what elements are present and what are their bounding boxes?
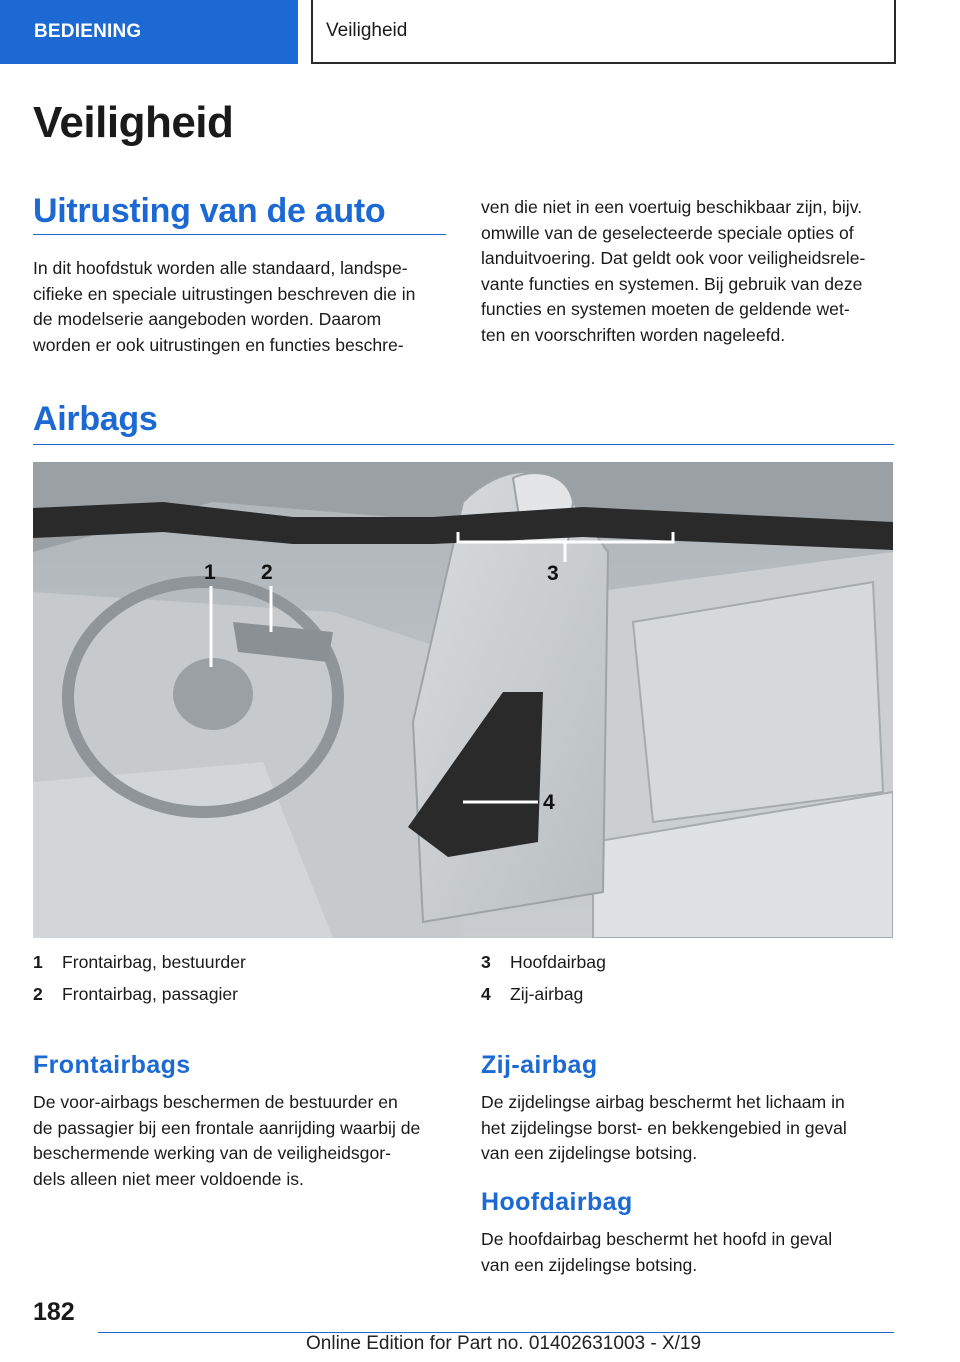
frontairbags-heading: Frontairbags <box>33 1051 191 1079</box>
legend-number: 1 <box>33 952 43 972</box>
legend-item <box>33 946 246 978</box>
page-number: 182 <box>33 1298 75 1326</box>
text-line: van een zijdelingse botsing. <box>481 1143 698 1163</box>
legend-number: 3 <box>481 952 491 972</box>
legend-item <box>481 978 606 1010</box>
text-line: ten en voorschriften worden nageleefd. <box>481 324 786 345</box>
hoofdairbag-text <box>481 1227 896 1278</box>
legend-item <box>481 946 606 978</box>
frontairbags-text <box>33 1090 453 1192</box>
legend-label: Frontairbag, passagier <box>62 984 239 1004</box>
text-line: worden er ook uitrustingen en functies beschre- <box>33 334 404 355</box>
chapter-label: BEDIENING <box>34 21 142 42</box>
text-line: het zijdelingse borst- en bekkengebied in geval <box>481 1117 847 1138</box>
text-line: De hoofdairbag beschermt het hoofd in geval <box>481 1229 833 1249</box>
section-heading-equipment: Uitrusting van de auto <box>33 192 386 230</box>
text-line: beschermende werking van de veiligheidsgor- <box>33 1143 391 1163</box>
legend-left <box>33 946 246 1010</box>
heading-rule <box>33 234 446 235</box>
text-line: In dit hoofdstuk worden alle standaard, landspe- <box>33 258 408 278</box>
callout-4: 4 <box>543 791 555 814</box>
text-line: cifieke en speciale uitrustingen beschreven die in <box>33 283 416 304</box>
legend-number: 4 <box>481 984 491 1004</box>
text-line: de passagier bij een frontale aanrijding waarbij de <box>33 1117 421 1138</box>
edition-footer[interactable]: Online Edition for Part no. 01402631003 - X/19 <box>306 1333 702 1354</box>
text-line: ven die niet in een voertuig beschikbaar zijn, bijv. <box>481 197 863 217</box>
text-line: De zijdelingse airbag beschermt het lichaam in <box>481 1092 845 1112</box>
breadcrumb <box>311 0 896 64</box>
text-line: dels alleen niet meer voldoende is. <box>33 1168 304 1189</box>
legend-item <box>33 978 246 1010</box>
text-line: De voor-airbags beschermen de bestuurder en <box>33 1092 398 1112</box>
equipment-text-col2 <box>481 195 896 348</box>
zijairbag-text <box>481 1090 896 1167</box>
text-line: vante functies en systemen. Bij gebruik van deze <box>481 273 863 294</box>
text-line: van een zijdelingse botsing. <box>481 1254 698 1275</box>
heading-rule <box>33 444 894 445</box>
text-line: de modelserie aangeboden worden. Daarom <box>33 309 382 329</box>
legend-label: Hoofdairbag <box>510 952 606 972</box>
text-line: omwille van de geselecteerde speciale opties of <box>481 222 854 243</box>
callout-2: 2 <box>261 561 273 584</box>
legend-right <box>481 946 606 1010</box>
callout-3: 3 <box>547 562 559 585</box>
legend-label: Zij-airbag <box>510 984 584 1004</box>
hoofdairbag-heading: Hoofdairbag <box>481 1188 633 1216</box>
legend-number: 2 <box>33 984 43 1004</box>
page-title: Veiligheid <box>33 98 234 147</box>
chapter-tab[interactable] <box>0 0 298 64</box>
zijairbag-heading: Zij-airbag <box>481 1051 598 1079</box>
section-heading-airbags: Airbags <box>33 400 158 438</box>
breadcrumb-label: Veiligheid <box>326 20 408 41</box>
airbag-illustration <box>33 462 893 938</box>
legend-label: Frontairbag, bestuurder <box>62 952 246 972</box>
callout-1: 1 <box>204 561 216 584</box>
text-line: functies en systemen moeten de geldende wet- <box>481 299 850 319</box>
equipment-text-col1 <box>33 256 453 358</box>
text-line: landuitvoering. Dat geldt ook voor veiligheidsrele- <box>481 248 866 268</box>
